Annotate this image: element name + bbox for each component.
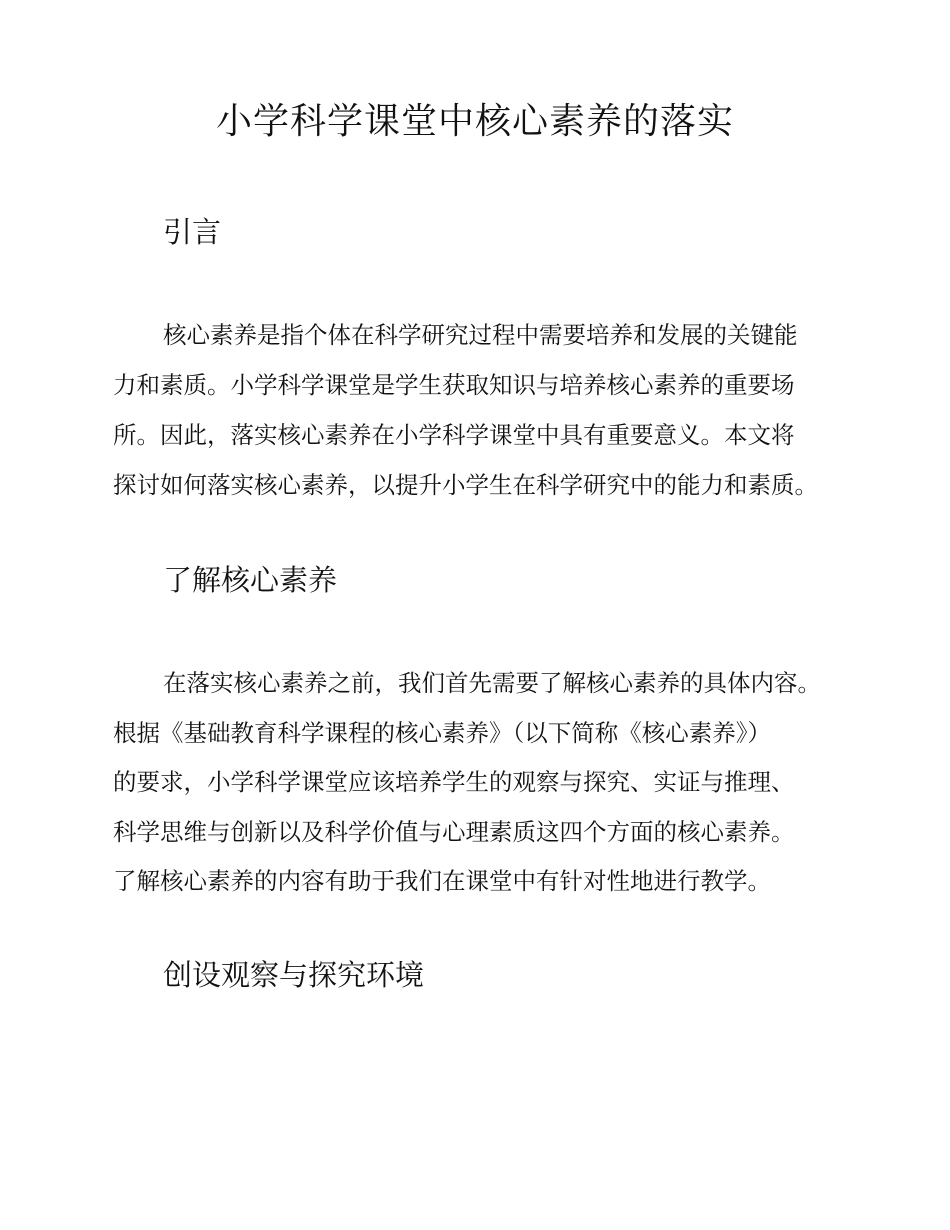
document-title: 小学科学课堂中核心素养的落实 — [215, 101, 734, 142]
paragraph-line: 探讨如何落实核心素养，以提升小学生在科学研究中的能力和素质。 — [113, 471, 818, 499]
paragraph-line: 的要求，小学科学课堂应该培养学生的观察与探究、实证与推理、 — [113, 768, 795, 796]
section-heading-understand: 了解核心素养 — [163, 563, 338, 597]
paragraph-line: 力和素质。小学科学课堂是学生获取知识与培养核心素养的重要场 — [113, 371, 795, 399]
section-heading-intro: 引言 — [163, 215, 222, 249]
paragraph-line: 了解核心素养的内容有助于我们在课堂中有针对性地进行教学。 — [113, 867, 771, 895]
paragraph-line: 根据《基础教育科学课程的核心素养》（以下简称《核心素养》） — [113, 719, 771, 747]
paragraph-line: 核心素养是指个体在科学研究过程中需要培养和发展的关键能 — [163, 321, 798, 349]
section-heading-environment: 创设观察与探究环境 — [163, 958, 425, 992]
paragraph-line: 在落实核心素养之前，我们首先需要了解核心素养的具体内容。 — [163, 669, 821, 697]
paragraph-line: 科学思维与创新以及科学价值与心理素质这四个方面的核心素养。 — [113, 818, 795, 846]
paragraph-line: 所。因此，落实核心素养在小学科学课堂中具有重要意义。本文将 — [113, 421, 795, 449]
